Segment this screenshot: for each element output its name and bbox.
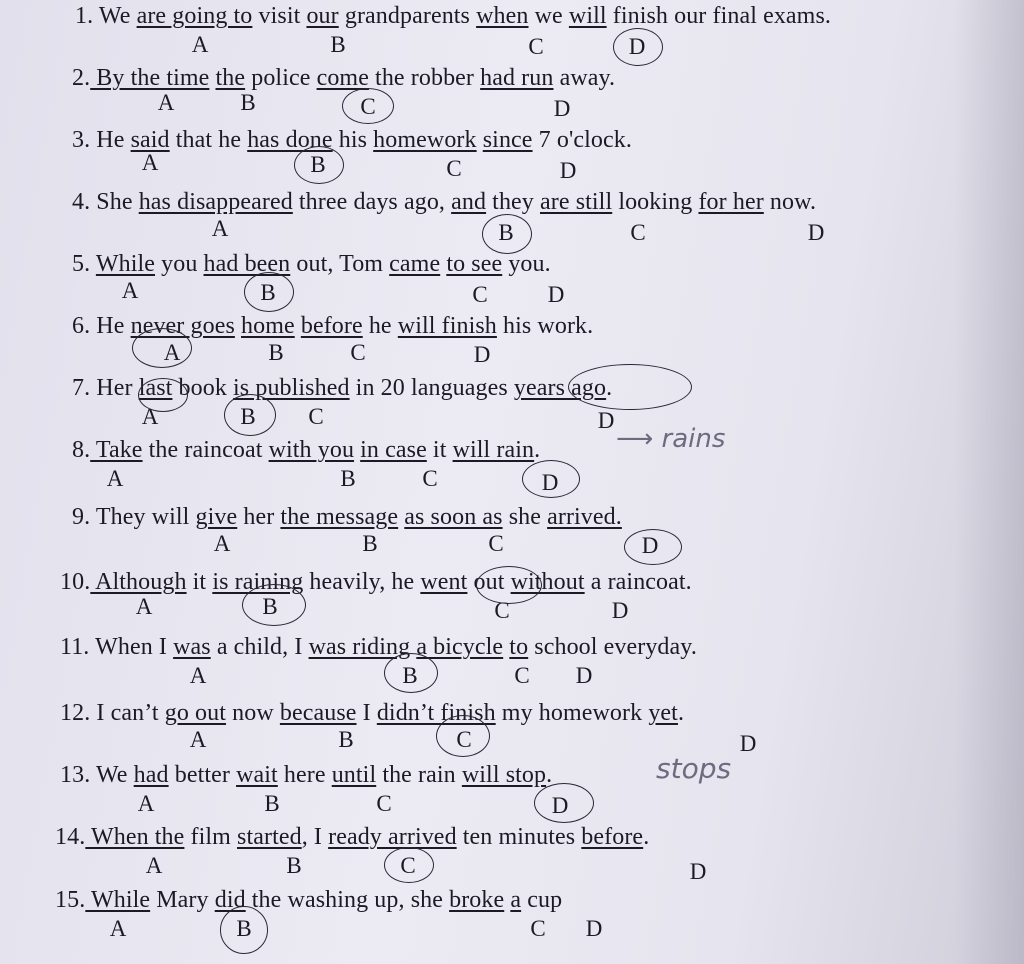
option-letter-a: A [189, 663, 207, 688]
question-15 [55, 886, 562, 914]
underlined-phrase: before [581, 824, 644, 850]
question-13 [60, 761, 552, 789]
option-letter-c: C [350, 340, 366, 365]
sentence-text: school everyday. [528, 634, 697, 660]
underlined-phrase: since [482, 127, 533, 153]
option-letter-d: D [559, 158, 577, 183]
option-letter-d: D [553, 96, 571, 121]
underlined-phrase: with you [268, 437, 355, 463]
underlined-phrase: has done [247, 127, 333, 153]
question-12 [60, 699, 684, 727]
sentence-text: They will [90, 504, 196, 530]
underlined-phrase: our [306, 3, 339, 29]
option-letter-c: C [360, 94, 376, 119]
underlined-phrase: was [173, 634, 211, 660]
sentence-text: . [677, 700, 685, 726]
sentence-text: you [155, 251, 204, 277]
option-letter-b: B [236, 916, 252, 941]
underlined-phrase: said [130, 127, 170, 153]
sentence-text: He [90, 313, 131, 339]
sentence-text: his [332, 127, 374, 153]
question-number: 11. [60, 634, 90, 660]
sentence-text: we [528, 3, 569, 29]
underlined-phrase: did [214, 887, 246, 913]
sentence-text: the raincoat [142, 437, 269, 463]
option-letter-a: A [189, 727, 207, 752]
underlined-phrase: was riding [308, 634, 411, 660]
sentence-text: When I [89, 634, 174, 660]
underlined-phrase: is published [233, 375, 350, 401]
option-letter-d: D [807, 220, 825, 245]
option-letter-a: A [157, 90, 175, 115]
option-letter-b: B [260, 280, 276, 305]
underlined-phrase: to [509, 634, 529, 660]
sentence-text: heavily, he [303, 569, 421, 595]
answer-circle [220, 906, 268, 954]
option-letter-c: C [528, 34, 544, 59]
question-number: 12. [60, 700, 91, 726]
handwritten-correction [616, 424, 725, 454]
underlined-phrase: will rain [452, 437, 535, 463]
option-letter-b: B [362, 531, 378, 556]
option-letter-d: D [551, 793, 569, 818]
underlined-phrase: came [389, 251, 441, 277]
sentence-text: out, Tom [290, 251, 390, 277]
correction-word: stops [656, 752, 732, 785]
answer-circle [384, 847, 434, 883]
option-letter-a: A [141, 404, 159, 429]
answer-circle [342, 88, 394, 124]
underlined-phrase: and [451, 189, 487, 215]
option-letter-b: B [268, 340, 284, 365]
option-letter-d: D [547, 282, 565, 307]
question-2 [72, 64, 615, 92]
underlined-phrase: a [510, 887, 522, 913]
underlined-phrase: By the time [90, 65, 210, 91]
option-letter-b: B [264, 791, 280, 816]
answer-circle [132, 328, 192, 368]
answer-circle [242, 584, 306, 626]
underlined-phrase: the [215, 65, 246, 91]
answer-circle [436, 715, 490, 757]
option-letter-a: A [121, 278, 139, 303]
answer-circle [384, 653, 438, 693]
underlined-phrase: When the [85, 824, 185, 850]
option-letter-c: C [456, 727, 472, 752]
underlined-phrase: before [300, 313, 363, 339]
option-letter-c: C [514, 663, 530, 688]
sentence-text: they [486, 189, 540, 215]
sentence-text: you. [502, 251, 551, 277]
sentence-text: three days ago, [292, 189, 452, 215]
sentence-text: She [90, 189, 139, 215]
underlined-phrase: broke [449, 887, 505, 913]
option-letter-b: B [498, 220, 514, 245]
question-10 [60, 568, 692, 596]
phrase-circle [476, 566, 542, 604]
answer-circle [482, 214, 532, 254]
answer-circle [294, 146, 344, 184]
option-letter-b: B [310, 152, 326, 177]
underlined-phrase: give [195, 504, 238, 530]
question-number: 15. [55, 887, 86, 913]
underlined-phrase: While [85, 887, 151, 913]
option-letter-c: C [446, 156, 462, 181]
question-number: 6. [72, 313, 91, 339]
sentence-text: it [426, 437, 453, 463]
sentence-text: it [186, 569, 213, 595]
option-letter-a: A [109, 916, 127, 941]
option-letter-a: A [106, 466, 124, 491]
sentence-text: film [184, 824, 238, 850]
option-letter-d: D [628, 34, 646, 59]
question-8 [72, 436, 540, 464]
sentence-text: ten minutes [456, 824, 582, 850]
underlined-phrase: will finish [397, 313, 497, 339]
underlined-phrase: without [510, 569, 585, 595]
sentence-text: . [606, 375, 613, 401]
underlined-phrase: in case [360, 437, 427, 463]
underlined-phrase: years ago [513, 375, 607, 401]
sentence-text: that he [169, 127, 248, 153]
option-letter-c: C [630, 220, 646, 245]
sentence-text: grandparents [338, 3, 477, 29]
sentence-text: We [90, 762, 134, 788]
underlined-phrase: last [138, 375, 173, 401]
option-letter-b: B [286, 853, 302, 878]
option-letter-a: A [211, 216, 229, 241]
answer-circle [534, 783, 594, 823]
underlined-phrase: the message [280, 504, 399, 530]
sentence-text: here [277, 762, 332, 788]
option-letter-b: B [340, 466, 356, 491]
underlined-phrase: has disappeared [138, 189, 293, 215]
option-letter-c: C [530, 916, 546, 941]
sentence-text: . [534, 437, 541, 463]
underlined-phrase: a bicycle [416, 634, 504, 660]
underlined-phrase: arrived. [547, 504, 622, 530]
question-number: 5. [72, 251, 91, 277]
underlined-phrase: didn’t finish [376, 700, 496, 726]
sentence-text: visit [252, 3, 307, 29]
underlined-phrase: when [476, 3, 529, 29]
underlined-phrase: are still [540, 189, 613, 215]
question-number: 4. [72, 189, 91, 215]
sentence-text: I [356, 700, 377, 726]
question-1 [75, 2, 831, 30]
sentence-text: Mary [150, 887, 215, 913]
underlined-phrase: will stop [461, 762, 547, 788]
sentence-text: He [90, 127, 131, 153]
underlined-phrase: is raining [212, 569, 304, 595]
sentence-text: his work. [496, 313, 594, 339]
option-letter-d: D [541, 470, 559, 495]
underlined-phrase: Take [90, 437, 143, 463]
sentence-text: . [643, 824, 650, 850]
option-letter-d: D [739, 731, 757, 756]
underlined-phrase: started [237, 824, 302, 850]
option-letter-d: D [611, 598, 629, 623]
sentence-text: better [168, 762, 237, 788]
sentence-text: in 20 languages [349, 375, 514, 401]
sentence-text: finish our final exams. [606, 3, 831, 29]
question-4 [72, 188, 816, 216]
sentence-text: I can’t [90, 700, 165, 726]
question-number: 2. [72, 65, 91, 91]
option-letter-c: C [308, 404, 324, 429]
underlined-phrase: come [316, 65, 369, 91]
underlined-phrase: While [95, 251, 156, 277]
sentence-text: police [245, 65, 317, 91]
correction-word: rains [661, 424, 726, 454]
option-letter-a: A [141, 150, 159, 175]
page-shadow [954, 0, 1024, 964]
underlined-phrase: ready arrived [328, 824, 457, 850]
underlined-phrase: Although [90, 569, 187, 595]
sentence-text: Her [90, 375, 139, 401]
sentence-text: the rain [376, 762, 462, 788]
sentence-text: cup [521, 887, 563, 913]
option-letter-d: D [641, 533, 659, 558]
underlined-phrase: to see [446, 251, 503, 277]
question-number: 8. [72, 437, 91, 463]
option-letter-c: C [376, 791, 392, 816]
option-letter-b: B [330, 32, 346, 57]
option-letter-a: A [137, 791, 155, 816]
sentence-text: book [172, 375, 234, 401]
handwritten-correction [656, 752, 731, 785]
answer-circle [244, 272, 294, 312]
option-letter-d: D [689, 859, 707, 884]
answer-circle [624, 529, 682, 565]
option-letter-a: A [145, 853, 163, 878]
sentence-text: . [546, 762, 553, 788]
option-letter-d: D [585, 916, 603, 941]
sentence-text: We [93, 3, 137, 29]
underlined-phrase: because [279, 700, 357, 726]
question-11 [60, 633, 697, 661]
underlined-phrase: wait [236, 762, 278, 788]
option-letter-a: A [191, 32, 209, 57]
arrow-icon: ⟶ [616, 424, 662, 454]
underlined-phrase: will [568, 3, 607, 29]
sentence-text: a child, I [210, 634, 309, 660]
sentence-text: my homework [495, 700, 649, 726]
underlined-phrase: yet [648, 700, 678, 726]
sentence-text: away. [553, 65, 616, 91]
option-letter-b: B [338, 727, 354, 752]
sentence-text: now [226, 700, 280, 726]
option-letter-c: C [400, 853, 416, 878]
sentence-text: a raincoat. [584, 569, 692, 595]
option-letter-b: B [262, 594, 278, 619]
option-letter-a: A [213, 531, 231, 556]
option-letter-b: B [402, 663, 418, 688]
answer-circle [522, 460, 580, 498]
sentence-text: looking [612, 189, 699, 215]
option-letter-a: A [135, 594, 153, 619]
answer-circle [224, 394, 276, 436]
question-number: 3. [72, 127, 91, 153]
question-number: 14. [55, 824, 86, 850]
underlined-phrase: as soon as [404, 504, 503, 530]
option-letter-d: D [473, 342, 491, 367]
underlined-phrase: went [420, 569, 468, 595]
option-letter-c: C [488, 531, 504, 556]
phrase-circle [568, 364, 692, 410]
option-letter-d: D [597, 408, 615, 433]
sentence-text: he [362, 313, 398, 339]
sentence-text: , I [301, 824, 329, 850]
option-letter-a: A [163, 340, 181, 365]
underlined-phrase: go out [164, 700, 227, 726]
question-number: 13. [60, 762, 91, 788]
answer-circle [613, 28, 663, 66]
sentence-text: the robber [368, 65, 481, 91]
sentence-text: now. [763, 189, 817, 215]
option-letter-c: C [494, 598, 510, 623]
question-number: 7. [72, 375, 91, 401]
question-number: 1. [75, 3, 94, 29]
underlined-phrase: homework [373, 127, 477, 153]
question-14 [55, 823, 649, 851]
underlined-phrase: had been [203, 251, 291, 277]
underlined-phrase: until [331, 762, 377, 788]
option-letter-b: B [240, 404, 256, 429]
underlined-phrase: for her [698, 189, 764, 215]
underlined-phrase: are going to [136, 3, 253, 29]
sentence-text: she [502, 504, 548, 530]
question-number: 10. [60, 569, 91, 595]
question-number: 9. [72, 504, 91, 530]
sentence-text: out [467, 569, 511, 595]
sentence-text: the washing up, she [245, 887, 450, 913]
underlined-phrase: had run [480, 65, 554, 91]
option-letter-c: C [422, 466, 438, 491]
question-5 [72, 250, 551, 278]
underlined-phrase: home [241, 313, 295, 339]
sentence-text: 7 o'clock. [532, 127, 632, 153]
option-letter-c: C [472, 282, 488, 307]
phrase-circle [138, 378, 188, 412]
option-letter-d: D [575, 663, 593, 688]
question-9 [72, 503, 622, 531]
option-letter-b: B [240, 90, 256, 115]
sentence-text: her [237, 504, 281, 530]
underlined-phrase: never goes [130, 313, 235, 339]
underlined-phrase: had [133, 762, 169, 788]
